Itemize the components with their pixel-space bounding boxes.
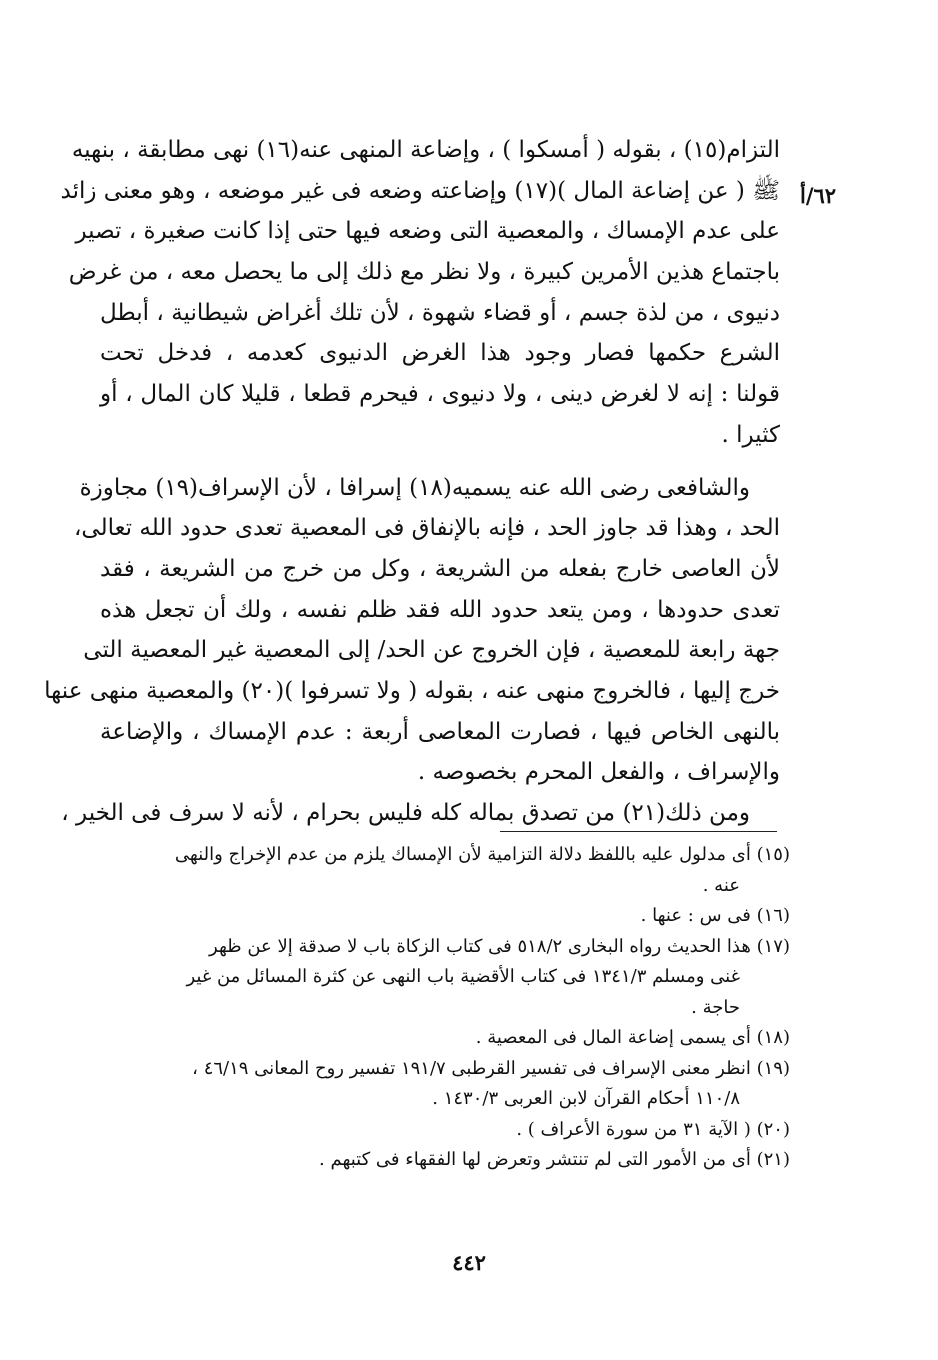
- paragraph: [44, 468, 780, 794]
- footnote-line: (١٥) أى مدلول عليه باللفظ دلالة التزامية لأن الإمساك يلزم من عدم الإخراج والنهى: [174, 844, 790, 865]
- page-number: ٤٤٢: [452, 1250, 486, 1275]
- text-line: دنيوى ، من لذة جسم ، أو قضاء شهوة ، لأن تلك أغراض شيطانية ، أبطل: [100, 299, 780, 326]
- text-line: التزام(١٥) ، بقوله ( أمسكوا ) ، وإضاعة المنهى عنه(١٦) نهى مطابقة ، بنهيه: [71, 137, 780, 163]
- text-line: الشرع حكمها فصار وجود هذا الغرض الدنيوى كعدمه ، فدخل تحت: [100, 340, 780, 367]
- folio-margin-note: ٦٢/أ: [800, 183, 837, 208]
- footnote: [100, 1054, 790, 1115]
- paragraph: [61, 793, 780, 834]
- footnote-divider: [500, 831, 777, 832]
- footnote-line: (٢٠) ( الآية ٣١ من سورة الأعراف ) .: [516, 1118, 790, 1140]
- text-line: لأن العاصى خارج بفعله من الشريعة ، وكل من خرج من الشريعة ، فقد: [100, 555, 780, 582]
- footnote-line: (١٦) فى س : عنها .: [640, 905, 790, 926]
- text-line: الحد ، وهذا قد جاوز الحد ، فإنه بالإنفاق فى المعصية تعدى حدود الله تعالى،: [73, 515, 780, 542]
- text-line: والشافعى رضى الله عنه يسميه(١٨) إسرافا ، لأن الإسراف(١٩) مجاوزة: [79, 474, 750, 501]
- paragraph: [60, 130, 780, 456]
- footnote: [100, 932, 790, 1024]
- text-line: على عدم الإمساك ، والمعصية التى وضعه فيها حتى إذا كانت صغيرة ، تصير: [75, 218, 780, 245]
- footnote-line: حاجة .: [691, 996, 740, 1018]
- footnote: [100, 1023, 790, 1054]
- text-line: تعدى حدودها ، ومن يتعد حدود الله فقد ظلم نفسه ، ولك أن تجعل هذه: [100, 596, 780, 623]
- text-line: قولنا : إنه لا لغرض دينى ، ولا دنيوى ، فيحرم قطعا ، قليلا كان المال ، أو: [100, 381, 780, 408]
- text-line: بالنهى الخاص فيها ، فصارت المعاصى أربعة : عدم الإمساك ، والإضاعة: [100, 718, 780, 745]
- footnote-line: ١١٠/٨ أحكام القرآن لابن العربى ١٤٣٠/٣ .: [432, 1088, 740, 1109]
- footnote: [100, 1145, 790, 1176]
- text-line: خرج إليها ، فالخروج منهى عنه ، بقوله ( ولا تسرفوا )(٢٠) والمعصية منهى عنها: [44, 677, 780, 704]
- footnotes: [100, 840, 790, 1176]
- footnote: [100, 840, 790, 901]
- text-line: كثيرا .: [721, 421, 780, 448]
- footnote-line: غنى ومسلم ١٣٤١/٣ فى كتاب الأقضية باب النهى عن كثرة المسائل من غير: [186, 966, 740, 987]
- text-line: باجتماع هذين الأمرين كبيرة ، ولا نظر مع ذلك إلى ما يحصل معه ، من غرض: [68, 259, 780, 286]
- text-line: والإسراف ، والفعل المحرم بخصوصه .: [417, 759, 780, 786]
- footnote-line: عنه .: [702, 874, 740, 896]
- footnote: [100, 901, 790, 932]
- text-line: ومن ذلك(٢١) من تصدق بماله كله فليس بحرام ، لأنه لا سرف فى الخير ،: [61, 800, 750, 826]
- text-line: جهة رابعة للمعصية ، فإن الخروج عن الحد/ إلى المعصية غير المعصية التى: [83, 637, 780, 664]
- footnote-line: (١٧) هذا الحديث رواه البخارى ٥١٨/٢ فى كتاب الزكاة باب لا صدقة إلا عن ظهر: [209, 935, 790, 957]
- footnote-line: (١٩) انظر معنى الإسراف فى تفسير القرطبى ١٩١/٧ تفسير روح المعانى ٤٦/١٩ ،: [192, 1057, 790, 1079]
- footnote-line: (١٨) أى يسمى إضاعة المال فى المعصية .: [475, 1027, 790, 1048]
- main-text: [44, 130, 780, 834]
- footnote: [100, 1115, 790, 1146]
- text-line: ﷺ ( عن إضاعة المال )(١٧) وإضاعته وضعه فى غير موضعه ، وهو معنى زائد: [60, 177, 780, 204]
- footnote-line: (٢١) أى من الأمور التى لم تنتشر وتعرض لها الفقهاء فى كتبهم .: [319, 1149, 790, 1170]
